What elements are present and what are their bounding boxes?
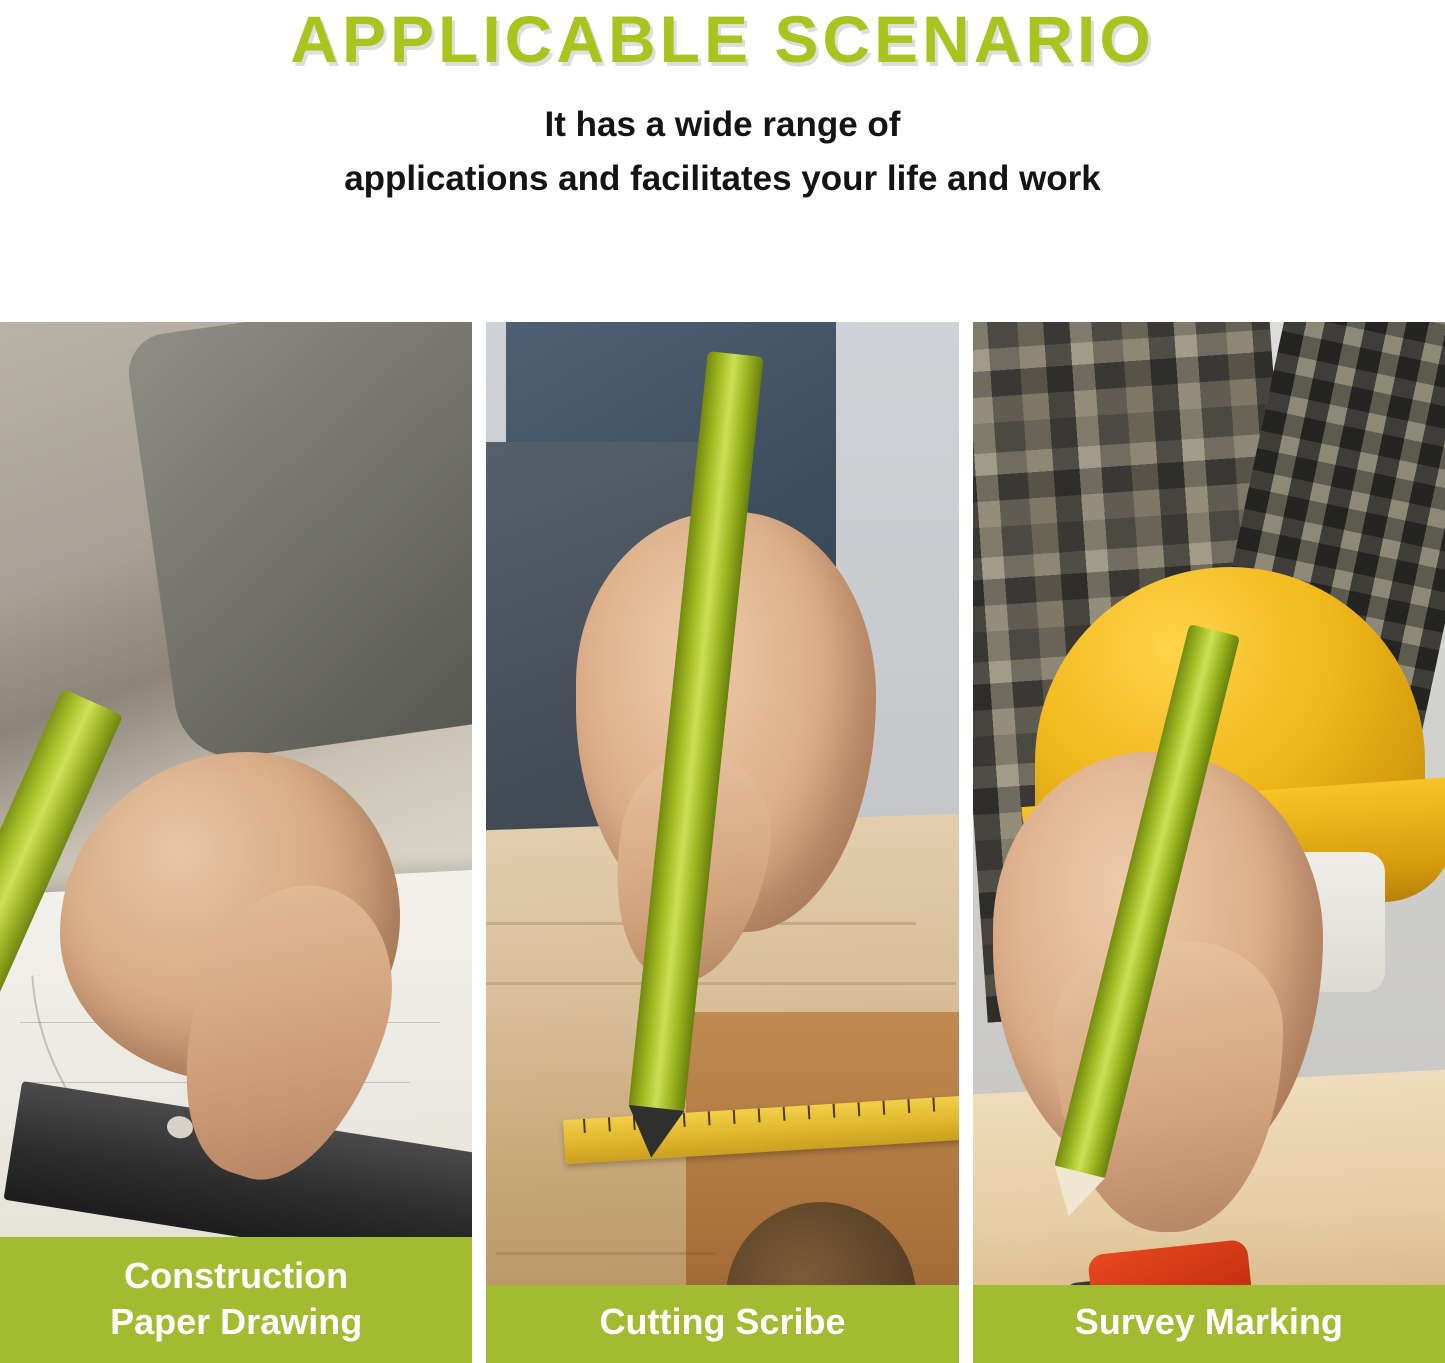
panel-caption-cutting-scribe	[486, 1285, 958, 1363]
scenario-panels	[0, 322, 1445, 1363]
caption-line-1: Cutting Scribe	[599, 1300, 846, 1342]
panel-caption-survey-marking	[973, 1285, 1445, 1363]
caption-line-1: Construction	[124, 1254, 349, 1296]
scenario-panel-construction-paper-drawing[interactable]	[0, 322, 472, 1363]
caption-line-1: Survey Marking	[1074, 1300, 1343, 1342]
page-title: APPLICABLE SCENARIO	[290, 2, 1155, 76]
photo-survey-marking	[973, 322, 1445, 1363]
scenario-panel-survey-marking[interactable]	[973, 322, 1445, 1363]
header	[0, 0, 1445, 207]
panel-caption-construction-paper-drawing	[0, 1237, 472, 1363]
subtitle-line-1: It has a wide range of	[544, 105, 901, 144]
subtitle-line-2: applications and facilitates your life and work	[344, 159, 1101, 199]
scenario-panel-cutting-scribe[interactable]	[486, 322, 958, 1363]
page-subtitle	[173, 98, 1273, 207]
caption-line-2: Paper Drawing	[110, 1300, 363, 1342]
photo-construction-paper-drawing	[0, 322, 472, 1363]
photo-cutting-scribe	[486, 322, 958, 1363]
